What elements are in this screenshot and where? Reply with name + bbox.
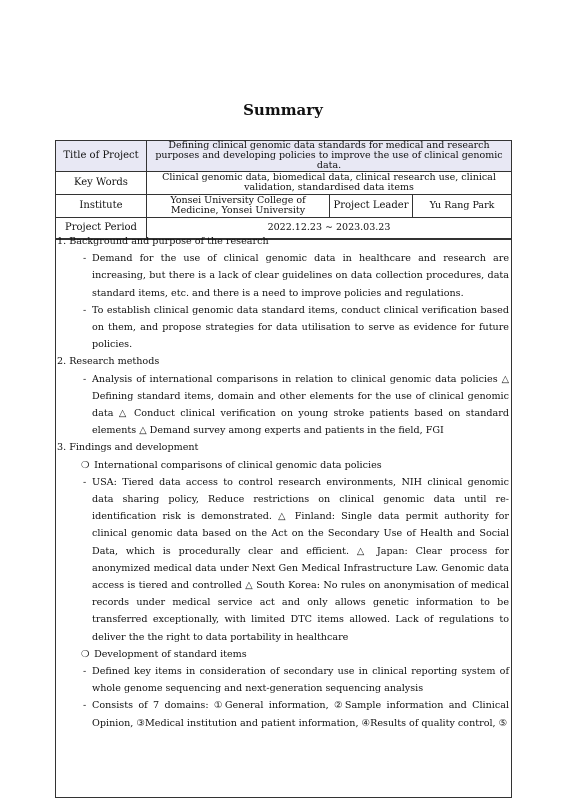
keywords-value: Clinical genomic data, biomedical data, clinical research use, clinical validation, standardised data items	[147, 172, 512, 195]
subsection-label: Development of standard items	[94, 648, 247, 660]
dash-marker: -	[83, 304, 87, 316]
section-heading: 2. Research methods	[57, 356, 160, 368]
list-item	[56, 697, 511, 731]
dash-marker: -	[83, 253, 87, 265]
subsection-heading	[56, 646, 511, 663]
dash-marker: -	[83, 666, 87, 678]
list-item	[56, 663, 511, 697]
list-item	[56, 250, 511, 302]
bullet-text: To establish clinical genomic data standard items, conduct clinical verification based on them, and propose strategies for data utilisation to serve as evidence for future policies.	[92, 304, 509, 351]
title-label: Title of Project	[56, 141, 147, 172]
dash-marker: -	[83, 476, 87, 488]
bullet-text: Consists of 7 domains: ①General information, ②Sample information and Clinical Opinion, ③Medical institution and patient information, ④Results of quality control, ⑤	[92, 700, 509, 729]
institute-label: Institute	[56, 195, 147, 218]
list-item	[56, 474, 511, 646]
dash-marker: -	[83, 700, 87, 712]
summary-body	[55, 233, 512, 798]
leader-label: Project Leader	[330, 195, 413, 218]
list-item	[56, 371, 511, 440]
period-label: Project Period	[56, 218, 147, 240]
page-title: Summary	[243, 101, 323, 119]
list-item	[56, 302, 511, 354]
leader-value: Yu Rang Park	[413, 195, 512, 218]
circle-bullet-icon: ❍	[81, 648, 90, 660]
subsection-heading	[56, 457, 511, 474]
institute-value: Yonsei University College of Medicine, Yonsei University	[147, 195, 330, 218]
title-value: Defining clinical genomic data standards for medical and research purposes and developing policies to improve the use of clinical genomic data.	[147, 141, 512, 172]
keywords-label: Key Words	[56, 172, 147, 195]
project-info-table	[55, 140, 512, 240]
bullet-text: Demand for the use of clinical genomic data in healthcare and research are increasing, but there is a lack of clear guidelines on data collection procedures, data standard items, etc. and there is a need to improve policies and regulations.	[92, 253, 509, 299]
dash-marker: -	[83, 373, 87, 385]
circle-bullet-icon: ❍	[81, 459, 90, 471]
bullet-text: USA: Tiered data access to control research environments, NIH clinical genomic data sharing policy, Reduce restrictions on clinical genomic data until re-identification risk is demonstrated. △ Finland: Single data permit authority for clinical genomic data based on the Act on the Secondary Use of Health and Social Data, which is procedurally clear and efficient. △ Japan: Clear process for anonymized medical data under Next Gen Medical Infrastructure Law. Genomic data access is tiered and controlled △ South Korea: No rules on anonymisation of medical records under medical service act and only allows genetic information to be transferred exceptionally, with limited DTC items allowed. Lack of regulations to deliver the the right to data portability in healthcare	[92, 476, 509, 643]
bullet-text: Analysis of international comparisons in relation to clinical genomic data policies △ Defining standard items, domain and other elements for the use of clinical genomic data △ Conduct clinical verification on young stroke patients based on standard elements △ Demand survey among experts and patients in the field, FGI	[92, 373, 509, 437]
subsection-label: International comparisons of clinical genomic data policies	[94, 459, 382, 471]
period-value: 2022.12.23 ∼ 2023.03.23	[147, 218, 512, 240]
bullet-text: Defined key items in consideration of secondary use in clinical reporting system of whole genome sequencing and next-generation sequencing analysis	[92, 666, 509, 695]
section-heading: 1. Background and purpose of the research	[57, 236, 269, 247]
section-heading: 3. Findings and development	[57, 442, 199, 454]
